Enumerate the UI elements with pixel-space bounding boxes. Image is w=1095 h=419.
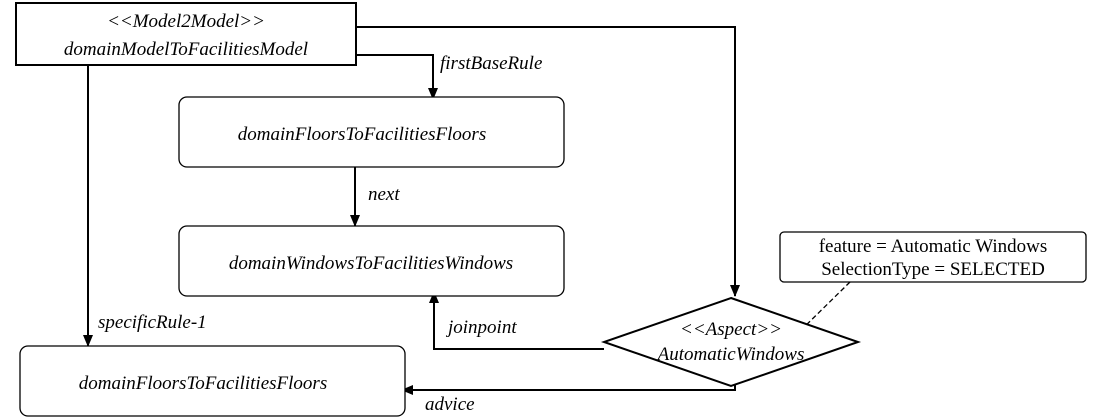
note-line-1: feature = Automatic Windows	[818, 236, 1048, 257]
node-aspect-stereotype: <<Aspect>>	[680, 319, 782, 340]
note	[780, 232, 1086, 282]
node-model2model	[16, 3, 356, 65]
node-floors-top-name: domainFloorsToFacilitiesFloors	[237, 124, 487, 145]
node-windows	[179, 226, 564, 296]
node-floors-bottom-name: domainFloorsToFacilitiesFloors	[78, 373, 328, 394]
label-joinpoint: joinpoint	[448, 317, 517, 338]
label-specific-rule: specificRule-1	[98, 312, 207, 333]
node-floors-bottom	[20, 346, 405, 416]
node-model2model-stereotype: <<Model2Model>>	[107, 11, 265, 32]
label-first-base-rule: firstBaseRule	[440, 53, 543, 74]
node-floors-top	[179, 97, 564, 167]
node-windows-name: domainWindowsToFacilitiesWindows	[228, 253, 514, 274]
node-model2model-name: domainModelToFacilitiesModel	[63, 39, 309, 60]
edge-advice	[402, 380, 735, 390]
label-advice: advice	[425, 394, 475, 415]
node-aspect-name: AutomaticWindows	[657, 344, 805, 365]
label-next: next	[368, 184, 400, 205]
edge-first-base-rule	[355, 55, 433, 99]
note-line-2: SelectionType = SELECTED	[821, 259, 1045, 280]
